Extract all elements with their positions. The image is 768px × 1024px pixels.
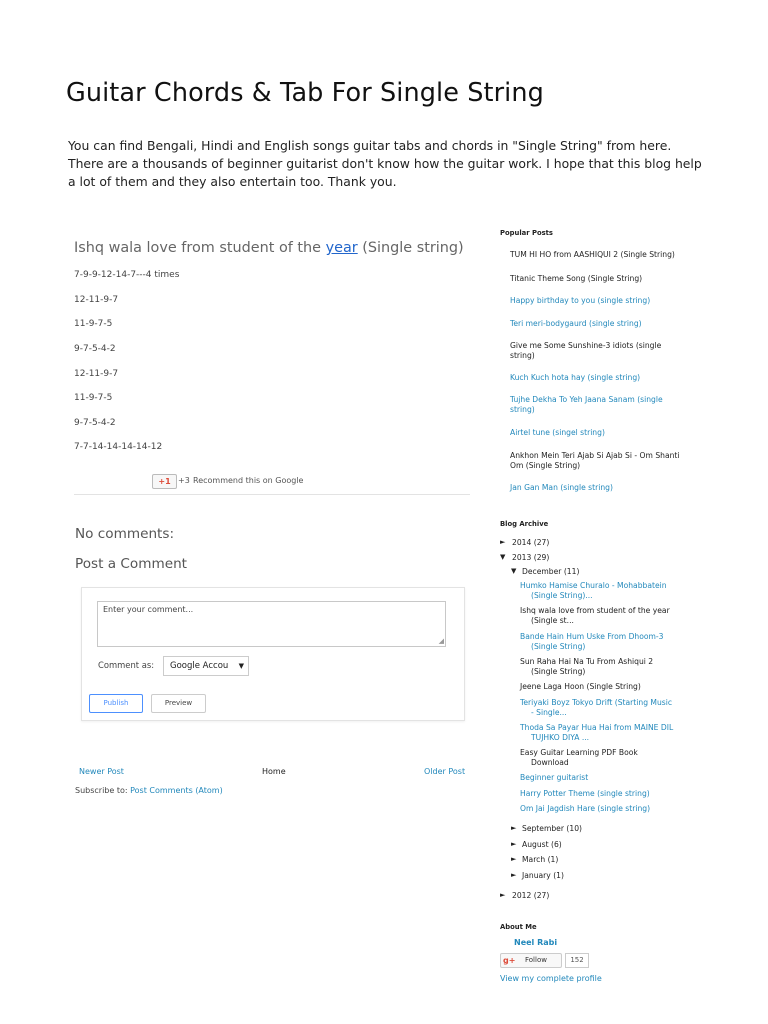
post-title xyxy=(74,240,464,256)
archive-post-line: TUJHKO DIYA ... xyxy=(531,732,590,742)
archive-post-link[interactable] xyxy=(520,682,685,692)
archive-year-2012 xyxy=(512,891,549,900)
archive-month-march xyxy=(522,855,558,864)
identity-selected: Google Accou xyxy=(170,661,229,671)
expand-arrow-icon[interactable]: ► xyxy=(511,840,517,848)
archive-post-line: (Single String) xyxy=(531,666,586,676)
archive-month-link[interactable]: September xyxy=(522,824,564,833)
archive-count: (1) xyxy=(553,871,564,880)
follower-count: 152 xyxy=(565,953,589,968)
google-plus-one-button[interactable] xyxy=(152,474,177,489)
view-profile-link[interactable]: View my complete profile xyxy=(500,974,602,983)
archive-year-2013 xyxy=(512,553,549,562)
archive-count: (1) xyxy=(547,855,559,864)
post-title-year-link[interactable]: year xyxy=(325,240,358,256)
archive-post-line: Teriyaki Boyz Tokyo Drift (Starting Music xyxy=(520,698,673,707)
identity-select[interactable] xyxy=(163,656,249,676)
archive-post-line: - Single... xyxy=(531,707,567,717)
comments-heading: No comments: xyxy=(75,526,175,542)
archive-post-line: Bande Hain Hum Uske From Dhoom-3 xyxy=(520,632,664,641)
expand-arrow-icon[interactable]: ► xyxy=(511,824,517,832)
post-comment-heading: Post a Comment xyxy=(75,556,188,572)
archive-year-link[interactable]: 2013 xyxy=(512,553,532,562)
archive-count: (27) xyxy=(533,891,550,900)
archive-month-january xyxy=(522,871,564,880)
archive-post-line: Beginner guitarist xyxy=(520,773,589,782)
archive-post-line: Jeene Laga Hoon (Single String) xyxy=(520,682,641,691)
expand-arrow-icon[interactable]: ► xyxy=(500,538,506,546)
collapse-arrow-icon[interactable]: ▼ xyxy=(500,553,506,561)
archive-month-august xyxy=(522,840,562,849)
follow-button[interactable] xyxy=(500,953,562,968)
popular-post-link[interactable]: Kuch Kuch hota hay (single string) xyxy=(510,373,641,382)
popular-post-link[interactable]: Give me Some Sunshine-3 idiots (single string) xyxy=(510,341,662,360)
archive-month-link[interactable]: August xyxy=(522,840,549,849)
comment-textarea[interactable] xyxy=(97,601,446,647)
popular-post-link[interactable]: Tujhe Dekha To Yeh Jaana Sanam (single string) xyxy=(510,395,663,414)
archive-post-link[interactable] xyxy=(520,723,685,742)
google-plus-icon: +1 xyxy=(158,477,171,486)
blog-title[interactable]: Guitar Chords & Tab For Single String xyxy=(66,78,544,108)
archive-year-link[interactable]: 2012 xyxy=(512,891,532,900)
popular-post-link[interactable]: Jan Gan Man (single string) xyxy=(510,483,613,492)
archive-post-link[interactable] xyxy=(520,698,685,717)
archive-post-link[interactable] xyxy=(520,632,685,651)
popular-post-link[interactable]: Titanic Theme Song (Single String) xyxy=(510,274,643,283)
archive-post-link[interactable] xyxy=(520,773,685,783)
popular-posts-heading: Popular Posts xyxy=(500,229,553,237)
preview-button[interactable]: Preview xyxy=(151,694,206,713)
tab-line: 7-9-9-12-14-7---4 times xyxy=(74,270,180,280)
archive-post-line: (Single String)... xyxy=(531,590,593,600)
plus-one-count: +3 xyxy=(178,476,190,485)
archive-post-link[interactable] xyxy=(520,804,685,814)
archive-post-line: Humko Hamise Churalo - Mohabbatein xyxy=(520,581,667,590)
popular-post-link[interactable]: Happy birthday to you (single string) xyxy=(510,296,651,305)
tab-line: 11-9-7-5 xyxy=(74,319,113,329)
archive-post-link[interactable] xyxy=(520,581,685,600)
archive-month-link[interactable]: January xyxy=(522,871,551,880)
popular-post-link[interactable]: Ankhon Mein Teri Ajab Si Ajab Si - Om Shanti Om (Single String) xyxy=(510,451,680,470)
comment-placeholder: Enter your comment... xyxy=(103,605,194,614)
archive-post-line: Om Jai Jagdish Hare (single string) xyxy=(520,804,651,813)
archive-month-link[interactable]: March xyxy=(522,855,546,864)
about-me-heading: About Me xyxy=(500,923,537,931)
post-title-text: Ishq wala love from student of the xyxy=(74,240,326,256)
dropdown-arrow-icon: ▼ xyxy=(238,662,244,670)
post-title-suffix: (Single string) xyxy=(357,240,464,256)
archive-month-september xyxy=(522,824,582,833)
popular-post-link[interactable]: Airtel tune (singel string) xyxy=(510,428,605,437)
archive-post-link[interactable] xyxy=(520,606,685,625)
archive-post-line: Harry Potter Theme (single string) xyxy=(520,789,650,798)
post-comments-atom-link[interactable]: Post Comments (Atom) xyxy=(130,786,223,795)
archive-post-line: (Single st... xyxy=(531,615,574,625)
collapse-arrow-icon[interactable]: ▼ xyxy=(511,567,517,575)
tab-line: 7-7-14-14-14-14-12 xyxy=(74,442,163,452)
archive-post-line: Ishq wala love from student of the year xyxy=(520,606,670,615)
recommend-text: Recommend this on Google xyxy=(193,476,304,485)
archive-count: (29) xyxy=(533,553,550,562)
archive-post-line: Thoda Sa Payar Hua Hai from MAINE DIL xyxy=(520,723,674,732)
google-plus-icon: g+ xyxy=(503,956,516,965)
archive-post-link[interactable] xyxy=(520,748,685,767)
post-divider xyxy=(74,494,470,495)
archive-count: (10) xyxy=(566,824,582,833)
tab-line: 12-11-9-7 xyxy=(74,369,119,379)
subscribe-line xyxy=(75,786,223,795)
archive-post-line: Sun Raha Hai Na Tu From Ashiqui 2 xyxy=(520,657,654,666)
archive-month-link[interactable]: December xyxy=(522,567,562,576)
expand-arrow-icon[interactable]: ► xyxy=(511,871,517,879)
archive-post-line: Easy Guitar Learning PDF Book xyxy=(520,748,638,757)
archive-post-link[interactable] xyxy=(520,657,685,676)
tab-line: 12-11-9-7 xyxy=(74,295,119,305)
archive-post-line: (Single String) xyxy=(531,641,586,651)
home-link[interactable]: Home xyxy=(262,767,286,776)
blog-description: You can find Bengali, Hindi and English songs guitar tabs and chords in "Single String" from here. There are a thousands of beginner guitarist don't know how the guitar work. I hope that this blog help a lot of them and they also entertain too. Thank you. xyxy=(68,138,702,190)
archive-year-link[interactable]: 2014 xyxy=(512,538,532,547)
tab-line: 11-9-7-5 xyxy=(74,393,113,403)
archive-post-link[interactable] xyxy=(520,789,685,799)
older-post-link[interactable]: Older Post xyxy=(424,767,466,776)
tab-line: 9-7-5-4-2 xyxy=(74,418,116,428)
profile-name-link[interactable]: Neel Rabi xyxy=(514,938,558,947)
archive-count: (11) xyxy=(563,567,580,576)
comment-as-label: Comment as: xyxy=(98,660,155,670)
resize-grip-icon[interactable]: ◢ xyxy=(438,637,444,645)
popular-post-link[interactable]: Teri meri-bodygaurd (single string) xyxy=(510,319,642,328)
archive-count: (27) xyxy=(533,538,550,547)
publish-button[interactable]: Publish xyxy=(89,694,143,713)
newer-post-link[interactable]: Newer Post xyxy=(79,767,124,776)
tab-line: 9-7-5-4-2 xyxy=(74,344,116,354)
popular-post-link[interactable]: TUM HI HO from AASHIQUI 2 (Single String) xyxy=(510,250,675,259)
blog-archive-heading: Blog Archive xyxy=(500,520,549,528)
archive-post-line: Download xyxy=(531,757,569,767)
expand-arrow-icon[interactable]: ► xyxy=(511,855,517,863)
subscribe-label: Subscribe to: xyxy=(75,786,131,795)
archive-count: (6) xyxy=(551,840,562,849)
archive-year-2014 xyxy=(512,538,549,547)
expand-arrow-icon[interactable]: ► xyxy=(500,891,506,899)
follow-label: Follow xyxy=(525,956,547,964)
archive-month-december xyxy=(522,567,579,576)
